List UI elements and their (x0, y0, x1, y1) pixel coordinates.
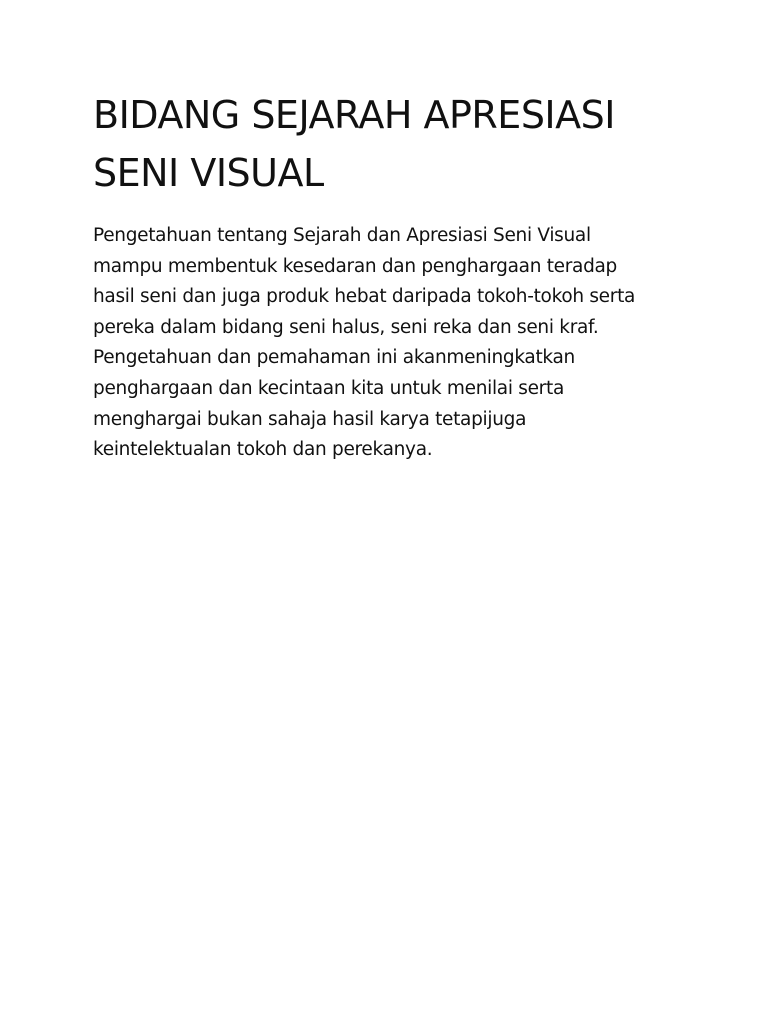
paragraph-line-7: menghargai bukan sahaja hasil karya tetapijuga (93, 408, 527, 430)
paragraph-line-4: pereka dalam bidang seni halus, seni reka dan seni kraf. (93, 316, 599, 338)
paragraph-line-2: mampu membentuk kesedaran dan penghargaan teradap (93, 255, 618, 277)
page-title (93, 86, 713, 202)
paragraph-line-1: Pengetahuan tentang Sejarah dan Apresiasi Seni Visual (93, 225, 591, 246)
paragraph-line-6: penghargaan dan kecintaan kita untuk menilai serta (93, 377, 564, 399)
body-paragraph (93, 221, 713, 466)
title-line-2: SENI VISUAL (93, 151, 324, 195)
paragraph-line-5: Pengetahuan dan pemahaman ini akanmeningkatkan (93, 347, 575, 369)
paragraph-line-8: keintelektualan tokoh dan perekanya. (93, 439, 433, 461)
paragraph-line-3: hasil seni dan juga produk hebat daripada tokoh-tokoh serta (93, 286, 636, 308)
title-line-1: BIDANG SEJARAH APRESIASI (93, 93, 615, 137)
